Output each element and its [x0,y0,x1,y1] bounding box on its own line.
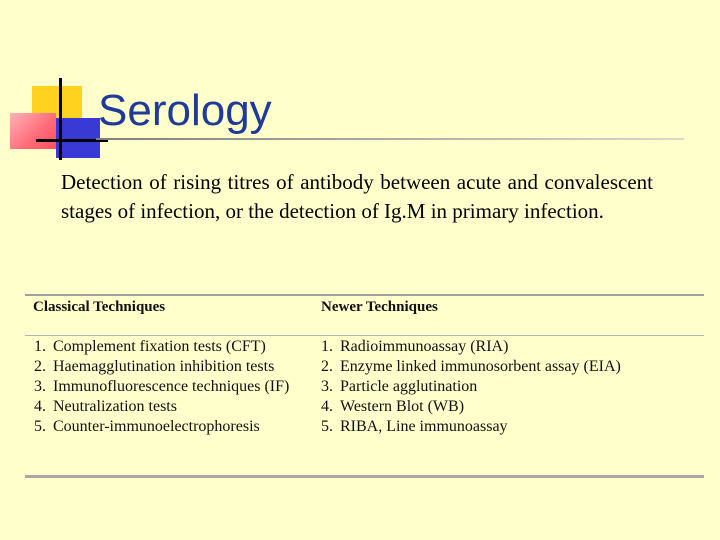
item-text: Neutralization tests [53,398,177,415]
title-underline [96,138,684,140]
table-top-rule [25,294,704,296]
item-text: Immunofluorescence techniques (IF) [53,378,290,395]
slide-title: Serology [98,86,272,135]
slide-body-text: Detection of rising titres of antibody between acute and convalescent stages of infection, or the detection of Ig.M in primary infection. [61,170,653,223]
item-number: 4. [34,398,46,415]
table-bottom-rule [25,475,704,478]
techniques-table [25,294,704,478]
item-number: 5. [34,418,46,435]
item-text: Western Blot (WB) [340,398,465,415]
table-header-rule [25,335,704,336]
newer-techniques-list [321,337,621,437]
list-item [321,377,621,397]
item-number: 4. [321,398,333,415]
logo-red-square [10,113,56,149]
item-number: 1. [34,338,46,355]
item-number: 3. [321,378,333,395]
item-number: 1. [321,338,333,355]
list-item [34,417,289,437]
item-text: Enzyme linked immunosorbent assay (EIA) [340,358,621,375]
column-header-newer: Newer Techniques [321,299,438,315]
list-item [34,377,289,397]
list-item [321,357,621,377]
list-item [321,417,621,437]
item-number: 2. [34,358,46,375]
item-number: 3. [34,378,46,395]
column-header-classical: Classical Techniques [33,299,166,315]
logo-blue-square [56,118,100,158]
item-text: Particle agglutination [340,378,478,395]
classical-techniques-list [34,337,289,437]
list-item [321,337,621,357]
list-item [34,397,289,417]
list-item [34,357,289,377]
item-text: Complement fixation tests (CFT) [53,338,266,355]
list-item [34,337,289,357]
item-text: Radioimmunoassay (RIA) [340,338,509,355]
item-number: 2. [321,358,333,375]
item-text: RIBA, Line immunoassay [340,418,508,435]
item-text: Haemagglutination inhibition tests [53,358,275,375]
slide-logo-decoration [0,0,110,165]
list-item [321,397,621,417]
item-text: Counter-immunoelectrophoresis [53,418,260,435]
item-number: 5. [321,418,333,435]
logo-vertical-line [59,78,62,160]
